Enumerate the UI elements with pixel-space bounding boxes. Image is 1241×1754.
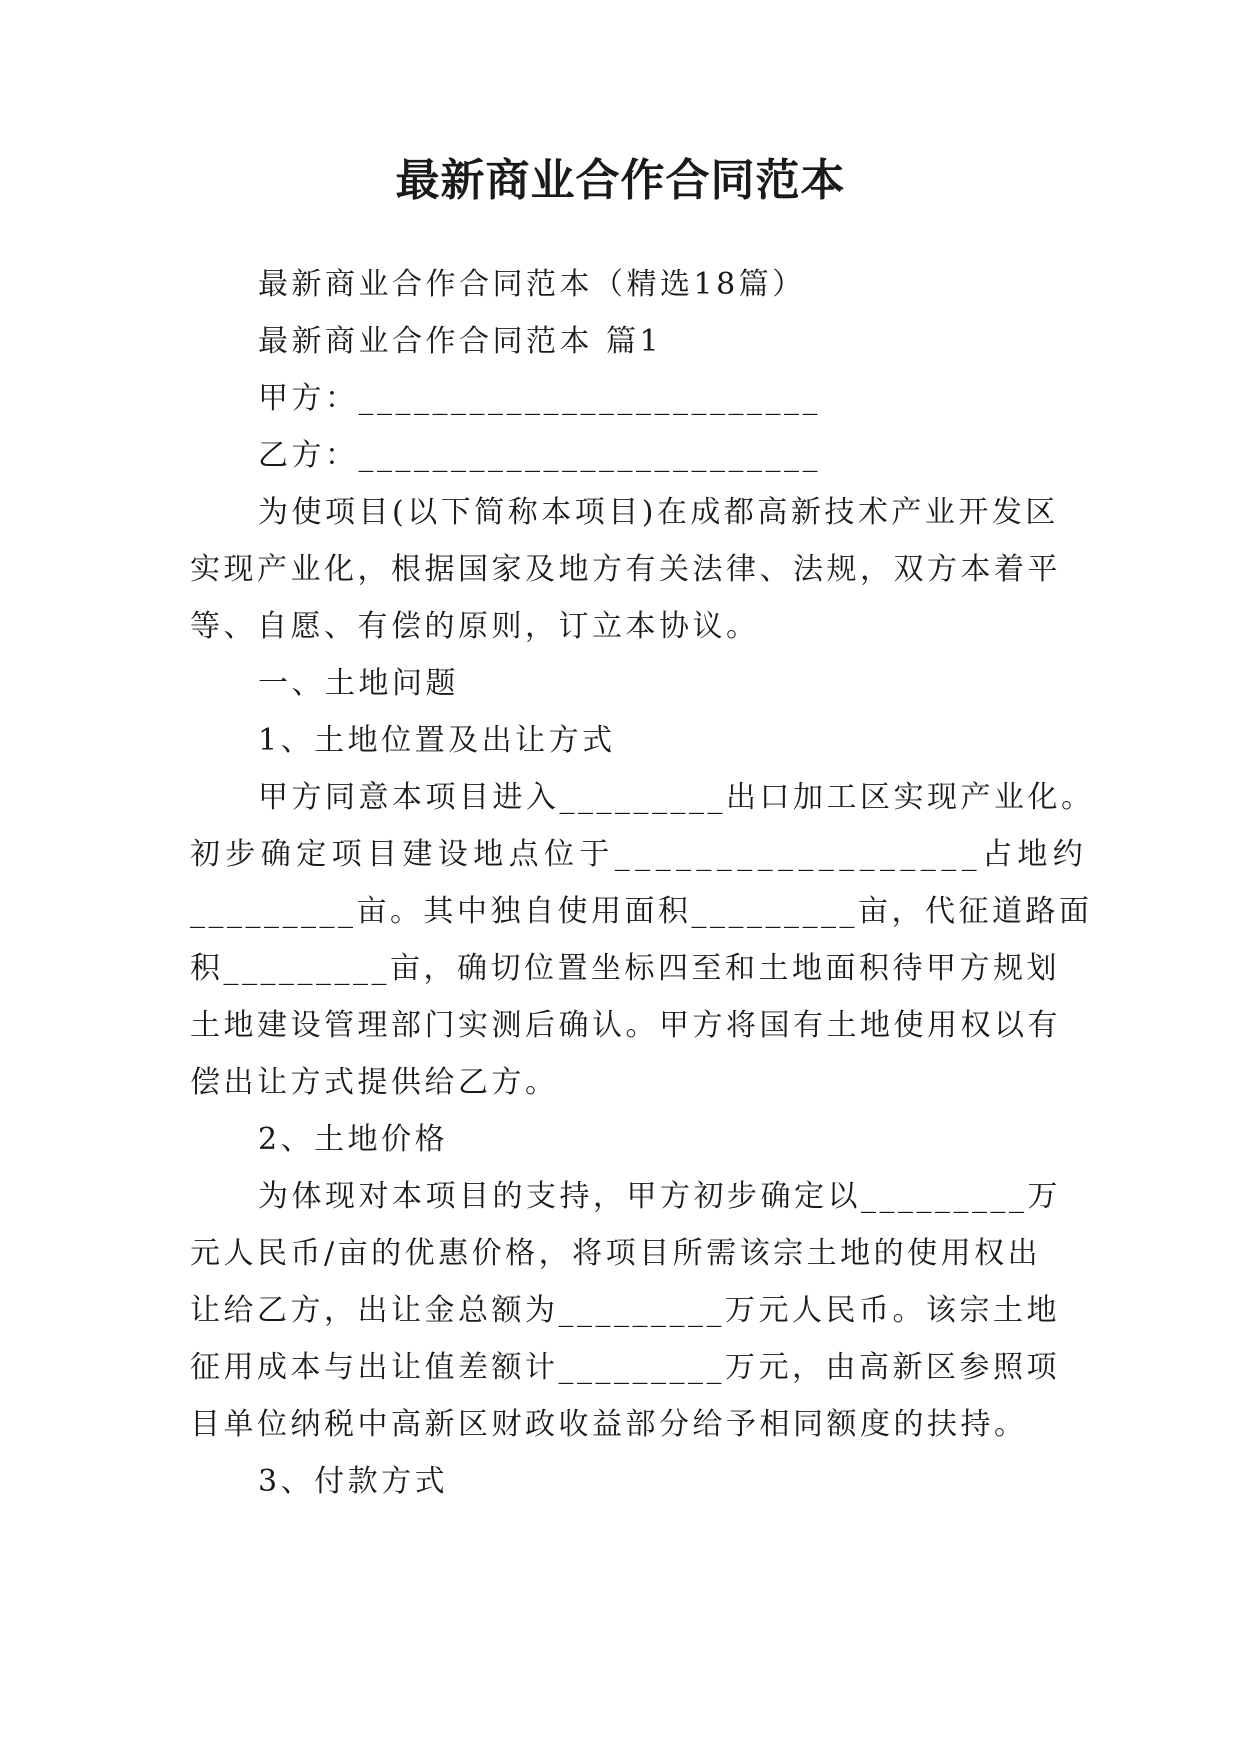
paragraph-line: 土地建设管理部门实测后确认。甲方将国有土地使用权以有 [190,1008,1061,1043]
paragraph-line: 目单位纳税中高新区财政收益部分给予相同额度的扶持。 [190,1407,1028,1442]
party-a-line: 甲方：_________________________ [258,381,821,416]
paragraph-line: 实现产业化，根据国家及地方有关法律、法规，双方本着平 [190,552,1061,587]
paragraph-line: _________亩。其中独自使用面积_________亩，代征道路面 [190,894,1093,929]
paragraph-line: 为使项目(以下简称本项目)在成都高新技术产业开发区 [258,495,1059,530]
paragraph-line: 偿出让方式提供给乙方。 [190,1065,559,1100]
subtitle-line: 最新商业合作合同范本（精选18篇） [258,267,806,302]
paragraph-line: 等、自愿、有偿的原则，订立本协议。 [190,609,760,644]
section-heading: 最新商业合作合同范本 篇1 [258,324,663,359]
paragraph-line: 征用成本与出让值差额计_________万元，由高新区参照项 [190,1350,1060,1385]
subsection-heading: 3、付款方式 [258,1464,449,1499]
paragraph-line: 初步确定项目建设地点位于__________________占地约 [190,837,1089,872]
paragraph-line: 甲方同意本项目进入_________出口加工区实现产业化。 [258,780,1095,815]
page-title: 最新商业合作合同范本 [395,155,846,206]
paragraph-line: 让给乙方，出让金总额为_________万元人民币。该宗土地 [190,1293,1060,1328]
subsection-heading: 1、土地位置及出让方式 [258,723,616,758]
paragraph-line: 元人民币/亩的优惠价格，将项目所需该宗土地的使用权出 [190,1236,1042,1271]
party-b-line: 乙方：_________________________ [258,438,821,473]
paragraph-line: 积_________亩，确切位置坐标四至和土地面积待甲方规划 [190,951,1060,986]
section-heading: 一、土地问题 [258,666,459,701]
paragraph-line: 为体现对本项目的支持，甲方初步确定以_________万 [258,1179,1061,1214]
subsection-heading: 2、土地价格 [258,1122,449,1157]
